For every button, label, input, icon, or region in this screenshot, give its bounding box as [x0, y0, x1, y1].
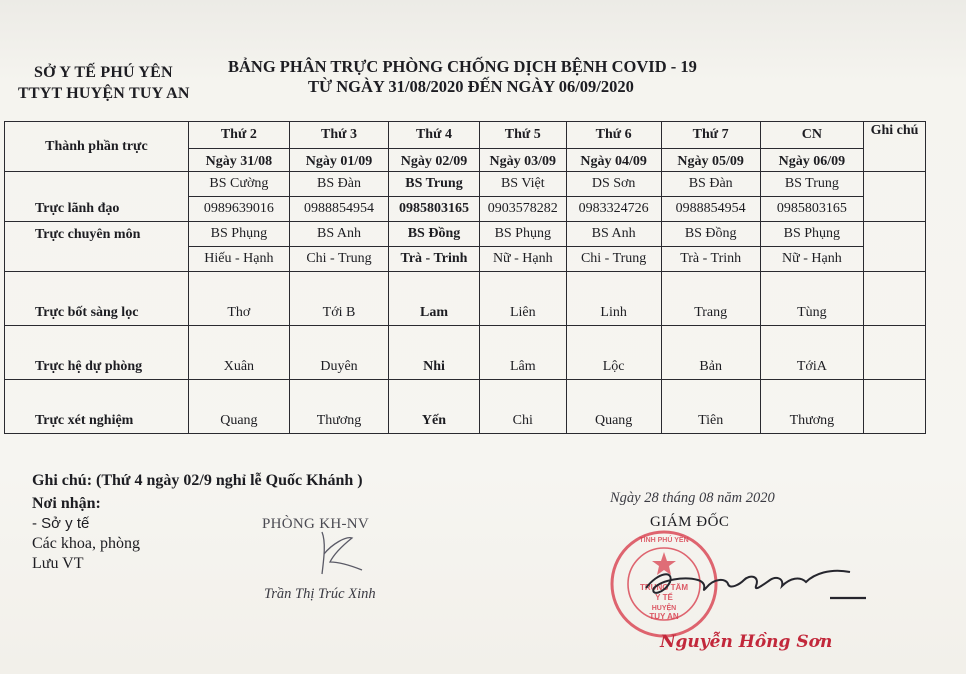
prevention-cell: Lộc: [566, 326, 661, 380]
prevention-cell: Nhi: [389, 326, 480, 380]
testing-cell: Quang: [566, 380, 661, 434]
day-header: Thứ 6: [566, 122, 661, 149]
specialist-doctor: BS Anh: [289, 222, 388, 247]
organization-block: [18, 62, 190, 104]
leadership-row-names: [5, 172, 926, 197]
prevention-cell: Xuân: [188, 326, 289, 380]
testing-cell: Thương: [289, 380, 388, 434]
row-label-screening: Trực bốt sàng lọc: [5, 272, 189, 326]
specialist-doctor: BS Đồng: [661, 222, 760, 247]
date-cell: Ngày 02/09: [389, 149, 480, 172]
first-column-header: Thành phần trực: [5, 122, 189, 172]
svg-text:TUY AN: TUY AN: [649, 612, 679, 621]
leader-name: BS Cường: [188, 172, 289, 197]
prevention-cell: TớiA: [760, 326, 863, 380]
specialist-nurses: Chi - Trung: [566, 247, 661, 272]
screening-cell: Tùng: [760, 272, 863, 326]
leader-name: BS Trung: [760, 172, 863, 197]
note-cell: [863, 380, 925, 434]
row-label-prevention: Trực hệ dự phòng: [5, 326, 189, 380]
screening-cell: Trang: [661, 272, 760, 326]
specialist-doctor: BS Anh: [566, 222, 661, 247]
leader-name: BS Đàn: [289, 172, 388, 197]
recipient-item: Lưu VT: [32, 555, 84, 572]
date-cell: Ngày 05/09: [661, 149, 760, 172]
specialist-nurses: Hiếu - Hạnh: [188, 247, 289, 272]
screening-row: [5, 272, 926, 326]
screening-cell: Liên: [479, 272, 566, 326]
date-cell: Ngày 01/09: [289, 149, 388, 172]
document-title: [228, 57, 768, 97]
testing-row: [5, 380, 926, 434]
date-cell: Ngày 06/09: [760, 149, 863, 172]
row-label-specialist: Trực chuyên môn: [5, 222, 189, 272]
note-cell: [863, 326, 925, 380]
recipients-block: [32, 494, 140, 574]
specialist-doctor: BS Phụng: [760, 222, 863, 247]
leader-phone: 0988854954: [661, 197, 760, 222]
prevention-row: [5, 326, 926, 380]
date-cell: Ngày 04/09: [566, 149, 661, 172]
testing-cell: Yến: [389, 380, 480, 434]
screening-cell: Linh: [566, 272, 661, 326]
row-label-testing: Trực xét nghiệm: [5, 380, 189, 434]
testing-cell: Chi: [479, 380, 566, 434]
department-signer-name: Trần Thị Trúc Xinh: [264, 586, 376, 602]
specialist-nurses: Nữ - Hạnh: [479, 247, 566, 272]
note-cell: [863, 272, 925, 326]
day-header: Thứ 7: [661, 122, 760, 149]
specialist-nurses: Nữ - Hạnh: [760, 247, 863, 272]
note-cell: [863, 172, 925, 222]
svg-text:Y TẾ: Y TẾ: [655, 593, 673, 602]
testing-cell: Thương: [760, 380, 863, 434]
specialist-nurses: Trà - Trinh: [661, 247, 760, 272]
director-name: Nguyễn Hồng Sơn: [660, 632, 833, 652]
day-header: Thứ 4: [389, 122, 480, 149]
date-cell: Ngày 03/09: [479, 149, 566, 172]
specialist-doctor: BS Đồng: [389, 222, 480, 247]
specialist-row-doctors: [5, 222, 926, 247]
leader-name: BS Đàn: [661, 172, 760, 197]
org-line-1: SỞ Y TẾ PHÚ YÊN: [34, 64, 173, 81]
recipients-label: Nơi nhận:: [32, 495, 101, 512]
screening-cell: Lam: [389, 272, 480, 326]
department-signature: [312, 528, 372, 580]
duty-roster-table: [4, 121, 926, 434]
note-cell: [863, 149, 925, 172]
prevention-cell: Lâm: [479, 326, 566, 380]
svg-text:TỈNH PHÚ YÊN: TỈNH PHÚ YÊN: [639, 537, 689, 544]
recipient-item: - Sở y tế: [32, 515, 90, 532]
leader-phone: 0988854954: [289, 197, 388, 222]
note-header: Ghi chú: [863, 122, 925, 149]
note-cell: [863, 222, 925, 272]
director-signature: [640, 554, 870, 606]
signing-date: Ngày 28 tháng 08 năm 2020: [610, 490, 775, 506]
leader-phone: 0903578282: [479, 197, 566, 222]
director-title: GIÁM ĐỐC: [650, 514, 730, 530]
leader-phone: 0983324726: [566, 197, 661, 222]
date-cell: Ngày 31/08: [188, 149, 289, 172]
department-title: PHÒNG KH-NV: [262, 516, 370, 532]
prevention-cell: Duyên: [289, 326, 388, 380]
leader-phone: 0989639016: [188, 197, 289, 222]
org-line-2: TTYT HUYỆN TUY AN: [18, 85, 190, 102]
leader-name: BS Việt: [479, 172, 566, 197]
svg-text:TRUNG TÂM: TRUNG TÂM: [640, 583, 688, 592]
screening-cell: Tới B: [289, 272, 388, 326]
testing-cell: Quang: [188, 380, 289, 434]
prevention-cell: Bản: [661, 326, 760, 380]
specialist-nurses: Chi - Trung: [289, 247, 388, 272]
specialist-doctor: BS Phụng: [479, 222, 566, 247]
holiday-note: Ghi chú: (Thứ 4 ngày 02/9 nghỉ lễ Quốc Khánh ): [32, 472, 363, 489]
day-header: Thứ 5: [479, 122, 566, 149]
screening-cell: Thơ: [188, 272, 289, 326]
specialist-nurses: Trà - Trinh: [389, 247, 480, 272]
day-header: Thứ 2: [188, 122, 289, 149]
row-label-leadership: Trực lãnh đạo: [5, 172, 189, 222]
leader-name: DS Sơn: [566, 172, 661, 197]
leader-phone: 0985803165: [389, 197, 480, 222]
leader-name: BS Trung: [389, 172, 480, 197]
day-header-row: [5, 122, 926, 149]
title-line-1: BẢNG PHÂN TRỰC PHÒNG CHỐNG DỊCH BỆNH COVID - 19: [228, 57, 697, 76]
recipient-item: Các khoa, phòng: [32, 535, 140, 552]
testing-cell: Tiên: [661, 380, 760, 434]
leader-phone: 0985803165: [760, 197, 863, 222]
title-line-2: TỪ NGÀY 31/08/2020 ĐẾN NGÀY 06/09/2020: [308, 77, 634, 96]
day-header: CN: [760, 122, 863, 149]
specialist-doctor: BS Phụng: [188, 222, 289, 247]
svg-text:HUYỆN: HUYỆN: [651, 605, 677, 612]
day-header: Thứ 3: [289, 122, 388, 149]
